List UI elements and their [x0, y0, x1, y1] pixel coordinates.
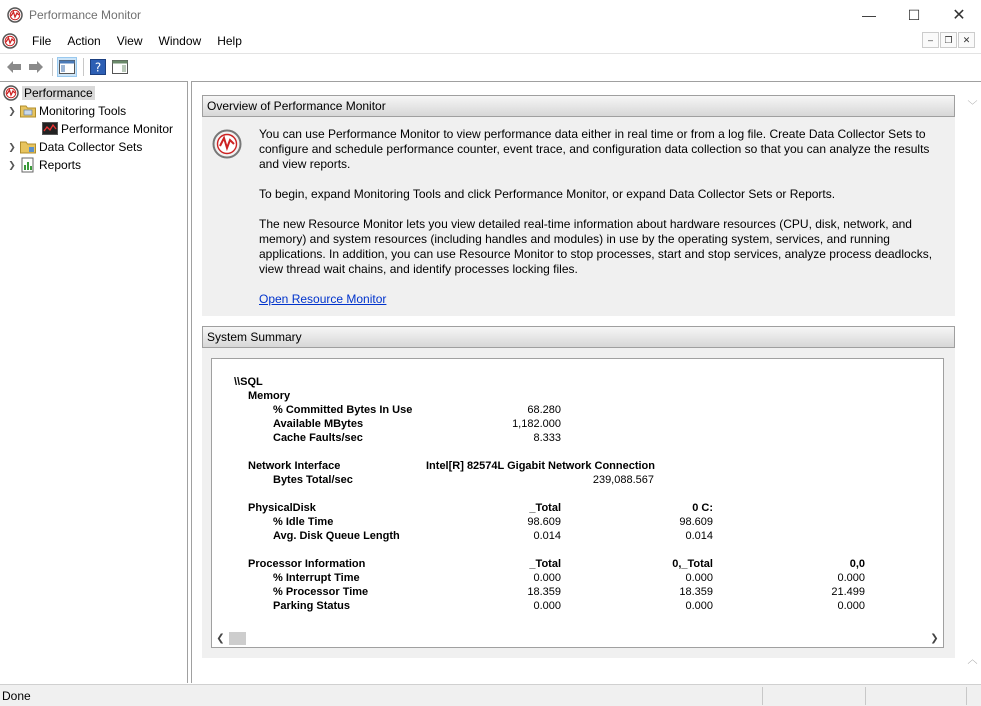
collapse-chevron-icon[interactable]: ❯ — [8, 105, 16, 116]
disk-queue-total: 0.014 — [533, 530, 561, 542]
close-button[interactable]: ✕ — [952, 7, 966, 24]
status-bar — [0, 684, 981, 706]
expand-chevron-icon[interactable]: ❯ — [8, 159, 16, 170]
processor-col-0-total: 0,_Total — [672, 558, 713, 570]
memory-label: Memory — [248, 390, 291, 402]
disk-col-total: _Total — [529, 502, 561, 514]
interrupt-time-0-total: 0.000 — [685, 572, 713, 584]
folder-icon — [20, 103, 36, 119]
show-hide-console-tree-button[interactable] — [57, 57, 77, 77]
forward-arrow-icon — [28, 60, 44, 74]
status-divider — [966, 687, 967, 705]
help-icon — [90, 59, 106, 75]
system-menu-icon[interactable] — [2, 33, 18, 49]
tree-item-monitoring-tools[interactable] — [6, 102, 126, 120]
interrupt-time-label: % Interrupt Time — [273, 572, 360, 584]
system-summary-panel — [202, 326, 955, 658]
menu-window[interactable]: Window — [158, 34, 202, 48]
processor-time-total: 18.359 — [527, 586, 561, 598]
scrollbar-thumb[interactable] — [229, 632, 246, 645]
network-adapter-name: Intel[R] 82574L Gigabit Network Connection — [426, 460, 655, 472]
maximize-button[interactable]: ☐ — [907, 6, 921, 23]
idle-time-c: 98.609 — [679, 516, 713, 528]
scroll-down-arrow-icon[interactable]: ︿ — [967, 655, 978, 666]
processor-col-0-0: 0,0 — [849, 558, 865, 570]
back-arrow-icon — [6, 60, 22, 74]
cache-faults-value: 8.333 — [533, 432, 561, 444]
processor-time-label: % Processor Time — [273, 586, 369, 598]
menu-view[interactable]: View — [116, 34, 143, 48]
svg-text:?: ? — [94, 60, 102, 74]
data-collector-folder-icon — [20, 139, 36, 155]
performance-monitor-icon — [7, 7, 23, 23]
parking-status-0-0: 0.000 — [837, 600, 865, 612]
reports-icon — [20, 157, 36, 173]
system-summary-box — [211, 358, 944, 648]
system-summary-content — [212, 359, 944, 631]
mdi-controls — [922, 32, 975, 48]
bytes-total-label: Bytes Total/sec — [273, 474, 353, 486]
show-hide-action-pane-button[interactable] — [110, 57, 130, 77]
disk-queue-label: Avg. Disk Queue Length — [273, 530, 400, 542]
status-divider — [762, 687, 763, 705]
overview-paragraph-1: You can use Performance Monitor to view performance data either in real time or from a log file. Create Data Collector Sets to configure and schedule performance counter, event trace, and configuration data collection so that you can analyze the results and view reports. — [259, 127, 930, 171]
tree-item-performance-monitor[interactable] — [42, 120, 173, 138]
scroll-right-arrow-icon[interactable]: ❯ — [930, 633, 939, 644]
overview-paragraph-2: To begin, expand Monitoring Tools and click Performance Monitor, or expand Data Collector Sets or Reports. — [259, 187, 836, 201]
summary-horizontal-scrollbar[interactable] — [212, 630, 943, 647]
idle-time-total: 98.609 — [527, 516, 561, 528]
tree-item-data-collector-sets[interactable] — [6, 138, 142, 156]
processor-information-label: Processor Information — [248, 558, 366, 570]
window-title: Performance Monitor — [29, 8, 142, 22]
interrupt-time-0-0: 0.000 — [837, 572, 865, 584]
menu-help[interactable]: Help — [217, 34, 242, 48]
open-resource-monitor-link[interactable]: Open Resource Monitor — [259, 292, 387, 306]
content-vertical-scrollbar[interactable] — [964, 82, 981, 682]
help-button[interactable] — [88, 57, 108, 77]
status-divider — [865, 687, 866, 705]
parking-status-label: Parking Status — [273, 600, 351, 612]
monitor-graph-icon — [42, 121, 58, 137]
parking-status-total: 0.000 — [533, 600, 561, 612]
committed-bytes-value: 68.280 — [527, 404, 561, 416]
network-interface-label: Network Interface — [248, 460, 341, 472]
content-pane — [191, 81, 981, 683]
tree-item-label: Performance Monitor — [61, 122, 174, 136]
toolbar-separator — [83, 58, 84, 76]
mdi-close-button[interactable]: ✕ — [958, 32, 975, 48]
menu-action[interactable]: Action — [67, 34, 101, 48]
tree-item-label: Data Collector Sets — [39, 140, 143, 154]
interrupt-time-total: 0.000 — [533, 572, 561, 584]
toolbar-separator — [52, 58, 53, 76]
console-tree — [0, 81, 188, 683]
bytes-total-value: 239,088.567 — [592, 474, 654, 486]
scroll-up-arrow-icon[interactable]: ﹀ — [967, 101, 978, 112]
overview-body — [202, 117, 955, 307]
disk-queue-c: 0.014 — [685, 530, 713, 542]
status-text: Done — [2, 688, 31, 703]
cache-faults-label: Cache Faults/sec — [273, 432, 363, 444]
processor-col-total: _Total — [529, 558, 561, 570]
title-bar — [0, 0, 981, 30]
scroll-left-arrow-icon[interactable]: ❮ — [216, 633, 225, 644]
mdi-minimize-button[interactable]: – — [922, 32, 939, 48]
available-mbytes-label: Available MBytes — [273, 418, 364, 430]
tree-item-performance[interactable] — [3, 84, 95, 102]
available-mbytes-value: 1,182.000 — [512, 418, 561, 430]
minimize-button[interactable]: — — [862, 7, 876, 23]
tree-item-label: Reports — [39, 158, 82, 172]
console-tree-icon — [59, 60, 75, 74]
toolbar — [0, 53, 981, 79]
performance-icon — [3, 85, 19, 101]
physical-disk-label: PhysicalDisk — [248, 502, 316, 514]
overview-header: Overview of Performance Monitor — [202, 95, 955, 117]
disk-col-c: 0 C: — [692, 502, 713, 514]
performance-monitor-large-icon — [212, 129, 242, 159]
mdi-restore-button[interactable]: ❐ — [940, 32, 957, 48]
expand-chevron-icon[interactable]: ❯ — [8, 141, 16, 152]
forward-button[interactable] — [26, 57, 46, 77]
parking-status-0-total: 0.000 — [685, 600, 713, 612]
tree-item-label: Performance — [24, 86, 93, 100]
back-button[interactable] — [4, 57, 24, 77]
menu-bar — [0, 30, 981, 52]
processor-time-0-0: 21.499 — [831, 586, 865, 598]
processor-time-0-total: 18.359 — [679, 586, 713, 598]
tree-item-label: Monitoring Tools — [39, 104, 127, 118]
tree-item-reports[interactable] — [6, 156, 81, 174]
system-summary-header: System Summary — [202, 326, 955, 348]
committed-bytes-label: % Committed Bytes In Use — [273, 404, 413, 416]
idle-time-label: % Idle Time — [273, 516, 334, 528]
menu-file[interactable]: File — [32, 34, 52, 48]
overview-panel — [202, 95, 955, 316]
machine-name: \\SQL — [234, 376, 263, 388]
overview-paragraph-3: The new Resource Monitor lets you view detailed real-time information about hardware resources (CPU, disk, network, and memory) and system resources (including handles and modules) in use by the operating system, services, and running applications. In addition, you can use Resource Monitor to stop processes, start and stop services, analyze process deadlocks, view thread wait chains, and identify processes locking files. — [259, 217, 933, 276]
action-pane-icon — [112, 60, 128, 74]
